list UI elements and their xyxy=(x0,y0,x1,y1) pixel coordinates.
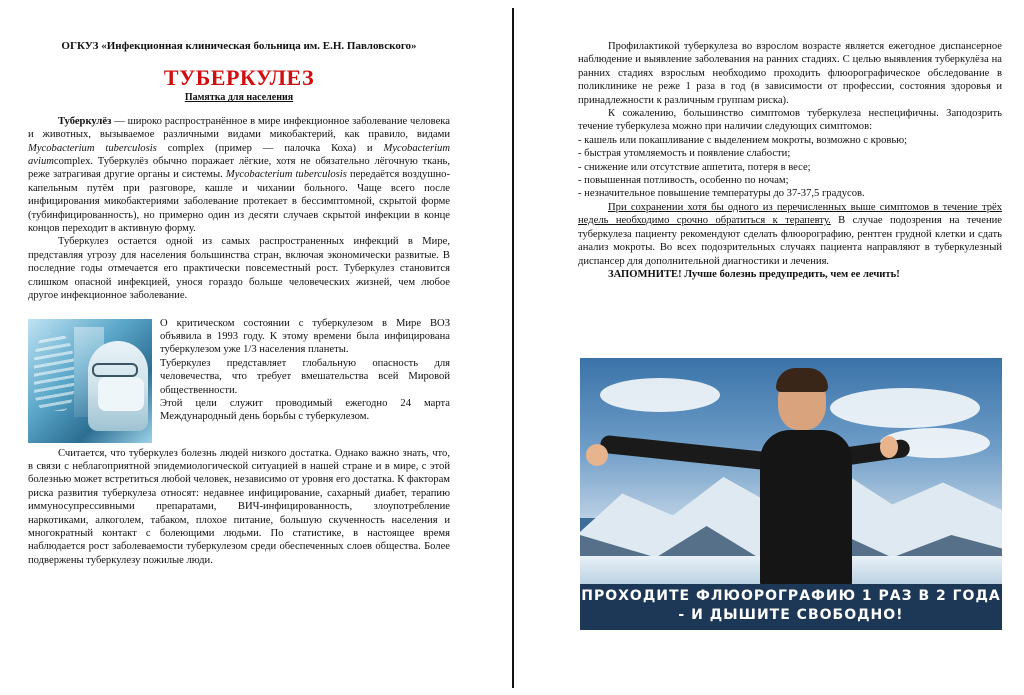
spacer xyxy=(28,303,450,317)
man-body xyxy=(760,430,852,590)
symptom-item: - снижение или отсутствие аппетита, потеря в весе; xyxy=(578,161,811,173)
species-mtb-2: Mycobacterium tuberculosis xyxy=(225,169,347,181)
poster-line-2: - И ДЫШИТЕ СВОБОДНО! xyxy=(678,607,904,623)
page-title: ТУБЕРКУЛЕЗ xyxy=(163,65,315,91)
left-column xyxy=(28,40,450,567)
man-right-hand xyxy=(880,436,898,458)
doctor-glasses xyxy=(92,363,138,377)
doctor-xray-image xyxy=(28,319,152,443)
symptom-item: - быстрая утомляемость и появление слабости; xyxy=(578,148,791,160)
global-danger-paragraph: Туберкулез представляет глобальную опасность для человечества, что требует вмешательства всей Мировой общественности. xyxy=(160,357,450,396)
cloud xyxy=(600,378,720,412)
intro-text-c: complex. Туберкулёз обычно поражает лёгкие, хотя не обязательно лёгочную ткань, реже затрагивая другие органы и системы. xyxy=(28,156,450,181)
remember-slogan: ЗАПОМНИТЕ! Лучше болезнь предупредить, чем ее лечить! xyxy=(608,268,900,280)
fluorography-poster xyxy=(580,358,1002,630)
risk-factors-paragraph: Считается, что туберкулез болезнь людей низкого достатка. Однако важно знать, что, в связи с неблагоприятной эпидемиологической ситуацией в нашей стране и в мире, с этой болезнью может встретиться любой человек, независимо от уровня его достатка. К факторам риска развития туберкулеза относят: недавнее инфицирование, сахарный диабет, терапию иммуносупрессивными препаратами, ВИЧ-инфицированность, злоупотребление наркотиками, алкоголем, табаком, плохое питание, большую скученность населения и многократный контакт с болеющими людьми. По статистике, в настоящее время наблюдается рост заболеваемости туберкулезом среди обеспеченных слоев общества. Более подвержены туберкулезу пожилые люди. xyxy=(28,447,450,566)
intro-text-d: передаётся воздушно-капельным путём при разговоре, кашле и чихании больного. Чаще всего после инфицирования микобактериями заболевание протекает в бессимптомной, скрытой форме (тубинфицированность), но примерно один из десяти случаев скрытой инфекции в конце концов переходит в активную форму. xyxy=(28,169,450,235)
term-tuberculosis: Туберкулёз xyxy=(58,115,112,127)
man-hair xyxy=(776,368,828,392)
intro-text-a: — широко распространённое в мире инфекционное заболевание человека и животных, вызываемое различными видами микобактерий, как правило, видами xyxy=(28,115,450,141)
species-mtb: Mycobacterium tuberculosis xyxy=(28,142,157,154)
doctor-advice-paragraph xyxy=(578,201,1002,268)
cloud xyxy=(830,388,980,428)
prevention-paragraph: Профилактикой туберкулеза во взрослом возрасте является ежегодное диспансерное наблюдение и выявление заболевания на ранних стадиях. С целью выявления туберкулёза на ранних стадиях взрослым необходимо проходить флюорографическое обследование в поликлинике не реже 1 раза в год (в зависимости от профессии, состояния здоровья и принадлежности к различным группам риска). xyxy=(578,41,1002,106)
xray-film xyxy=(34,333,74,411)
intro-text-b: complex (пример — палочка Коха) и xyxy=(156,142,384,154)
man-left-hand xyxy=(586,444,608,466)
symptom-item: - незначительное повышение температуры до 37-37,5 градусов. xyxy=(578,188,865,200)
symptoms-intro: К сожалению, большинство симптомов туберкулеза неспецифичны. Заподозрить течение туберкулеза можно при наличии следующих симптомов: xyxy=(578,108,1002,133)
intro-paragraph xyxy=(28,115,450,236)
doctor-mask xyxy=(98,377,144,411)
page-subtitle: Памятка для населения xyxy=(184,92,294,104)
urgent-advice: При сохранении хотя бы одного из перечисленных выше симптомов в течение трёх недель необходимо срочно обратиться к терапевту. xyxy=(578,201,1002,227)
species-mavium: Mycobacterium avium xyxy=(28,142,450,168)
column-divider xyxy=(512,8,514,688)
poster-line-1: ПРОХОДИТЕ ФЛЮОРОГРАФИЮ 1 РАЗ В 2 ГОДА xyxy=(581,588,1001,604)
world-day-paragraph: Этой цели служит проводимый ежегодно 24 марта Международный день борьбы с туберкулезом. xyxy=(160,397,450,423)
advice-rest: В случае подозрения на течение туберкулеза пациенту рекомендуют сделать флюорографию, рентген грудной клетки и сдать анализ мокроты. Во всех подозрительных случаях пациента направляют в туберкулезный диспансер для дополнительной диагностики и лечения. xyxy=(578,215,1002,267)
organization-name: ОГКУЗ «Инфекционная клиническая больница им. Е.Н. Павловского» xyxy=(61,40,417,52)
symptom-item: - повышенная потливость, особенно по ночам; xyxy=(578,175,789,187)
symptom-item: - кашель или покашливание с выделением мокроты, возможно с кровью; xyxy=(578,134,908,146)
right-column xyxy=(578,40,1002,281)
prevalence-paragraph: Туберкулез остается одной из самых распространенных инфекций в Мире, представляя угрозу для населения большинства стран, включая экономически развитые. В последние годы отмечается его практически повсеместный рост. Туберкулез становится слишком опасной инфекцией, унося гораздо больше человеческих жизней, чем любое другое инфекционное заболевание. xyxy=(28,236,450,302)
who-paragraph: О критическом состоянии с туберкулезом в Мире ВОЗ объявила в 1993 году. К этому времени была инфицирована туберкулезом уже 1/3 населения планеты. xyxy=(160,317,450,356)
